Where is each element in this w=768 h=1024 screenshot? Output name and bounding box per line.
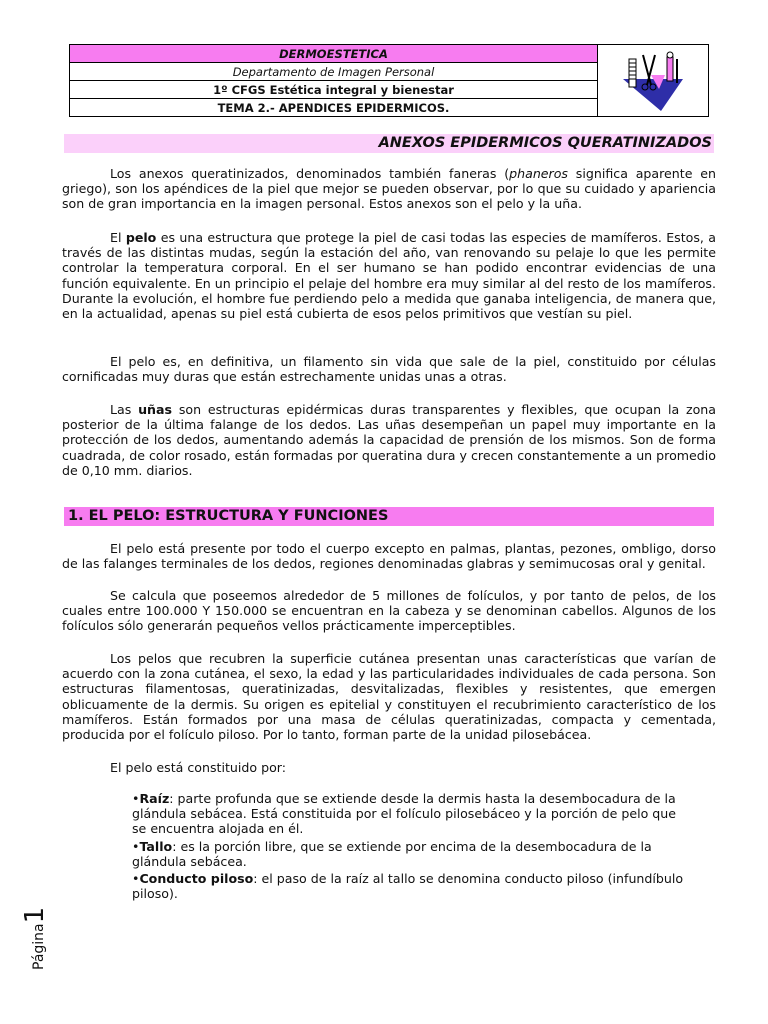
header-title: DERMOESTETICA [70,45,598,63]
paragraph-unas [62,402,716,478]
list-term: Conducto piloso [139,871,254,887]
bullet-icon: • [132,838,140,854]
bold-term: uñas [138,402,173,417]
bullet-icon: • [132,791,140,806]
list-text: : es la porción libre, que se extiende por encima de la desembocadura de la glándula sebácea. [132,838,652,869]
paragraph-constitucion: El pelo está constituido por: [110,760,287,775]
section-heading-anexos [64,134,714,153]
bold-term: pelo [125,230,157,245]
list-item [132,871,692,901]
header-course: 1º CFGS Estética integral y bienestar [70,81,598,99]
paragraph-anexos-intro [62,166,716,212]
text-span: significa aparente en griego), son los apéndices de la piel que mejor se pueden observar, por lo que su cuidado y apariencia son de gran importancia en la imagen personal. Estos anexos son el pelo y la uña. [62,166,716,212]
page-label: Página [31,923,47,970]
section-heading-text: ANEXOS EPIDERMICOS QUERATINIZADOS [378,135,712,151]
paragraph-pelo [62,230,716,321]
text-span: es una estructura que protege la piel de casi todas las especies de mamíferos. Estos, a través de las distintas mudas, según la estación del año, van renovando su pelaje lo que les permite controlar la temperatura corporal. En el ser humano se han podido encontrar evidencias de una función equivalente. En un principio el pelaje del hombre era muy similar al del resto de los mamíferos. Durante la evolución, el hombre fue perdiendo pelo a medida que ganaba inteligencia, de manera que, en la actualidad, apenas su piel está cubierta de esos pelos primitivos que vestían su piel. [62,230,716,322]
paragraph-pelo-definicion: El pelo es, en definitiva, un filamento sin vida que sale de la piel, constituido por células cornificadas muy duras que están estrechamente unidas unas a otras. [62,354,716,385]
header-department: Departamento de Imagen Personal [70,63,598,81]
list-term: Raíz [139,791,170,806]
section-heading-text: 1. EL PELO: ESTRUCTURA Y FUNCIONES [68,508,389,524]
list-text: : el paso de la raíz al tallo se denomina conducto piloso (infundíbulo piloso). [132,871,684,902]
paragraph-caracteristicas: Los pelos que recubren la superficie cutánea presentan unas características que varían de acuerdo con la zona cutánea, el sexo, la edad y las particularidades individuales de cada persona. Son estructuras filamentosas, queratinizadas, desvitalizadas, flexibles y resistentes, que emergen oblicuamente de la dermis. Su origen es epitelial y constituyen el recubrimiento característico de los mamíferos. Están formados por una masa de células queratinizadas, compacta y cementada, producida por el folículo piloso. Por lo tanto, forman parte de la unidad pilosebácea. [62,651,716,743]
paragraph-foliculos: Se calcula que poseemos alrededor de 5 millones de folículos, y por tanto de pelos, de los cuales entre 100.000 Y 150.000 se encuentran en la cabeza y se denominan cabellos. Algunos de los folículos sólo generarán pequeños vellos prácticamente imperceptibles. [62,588,716,634]
beauty-tools-logo-icon [621,49,685,113]
page-number [20,907,50,970]
text-span: son estructuras epidérmicas duras transparentes y flexibles, que ocupan la zona posterior de la última falange de los dedos. Las uñas desempeñan un papel muy importante en la protección de los dedos, aumentando además la capacidad de prensión de los mismos. Son de forma cuadrada, de color rosado, están formadas por queratina dura y crecen constantemente a un promedio de 0,10 mm. diarios. [62,402,716,478]
logo-cell [598,45,709,117]
list-text: : parte profunda que se extiende desde la dermis hasta la desembocadura de la glándula sebácea. Está constituida por el folículo pilosebáceo y la porción de pelo que se encuentra alojada en él. [132,791,677,837]
list-term: Tallo [139,838,173,854]
text-span: Los anexos queratinizados, denominados también faneras ( [110,166,510,181]
text-span: Las [110,402,139,417]
paragraph-pelo-presencia: El pelo está presente por todo el cuerpo excepto en palmas, plantas, pezones, ombligo, dorso de las falanges terminales de los dedos, regiones denominadas glabras y semimucosas oral y genital. [62,541,716,572]
list-item [132,791,692,837]
header-table [69,44,709,117]
text-span: El [110,230,126,245]
header-topic: TEMA 2.- APENDICES EPIDERMICOS. [70,99,598,117]
structure-list [132,791,692,903]
page-number-value: 1 [20,906,50,924]
italic-term: phaneros [509,166,568,181]
list-item [132,839,692,869]
section-heading-pelo [64,507,714,526]
bullet-icon: • [132,871,140,887]
